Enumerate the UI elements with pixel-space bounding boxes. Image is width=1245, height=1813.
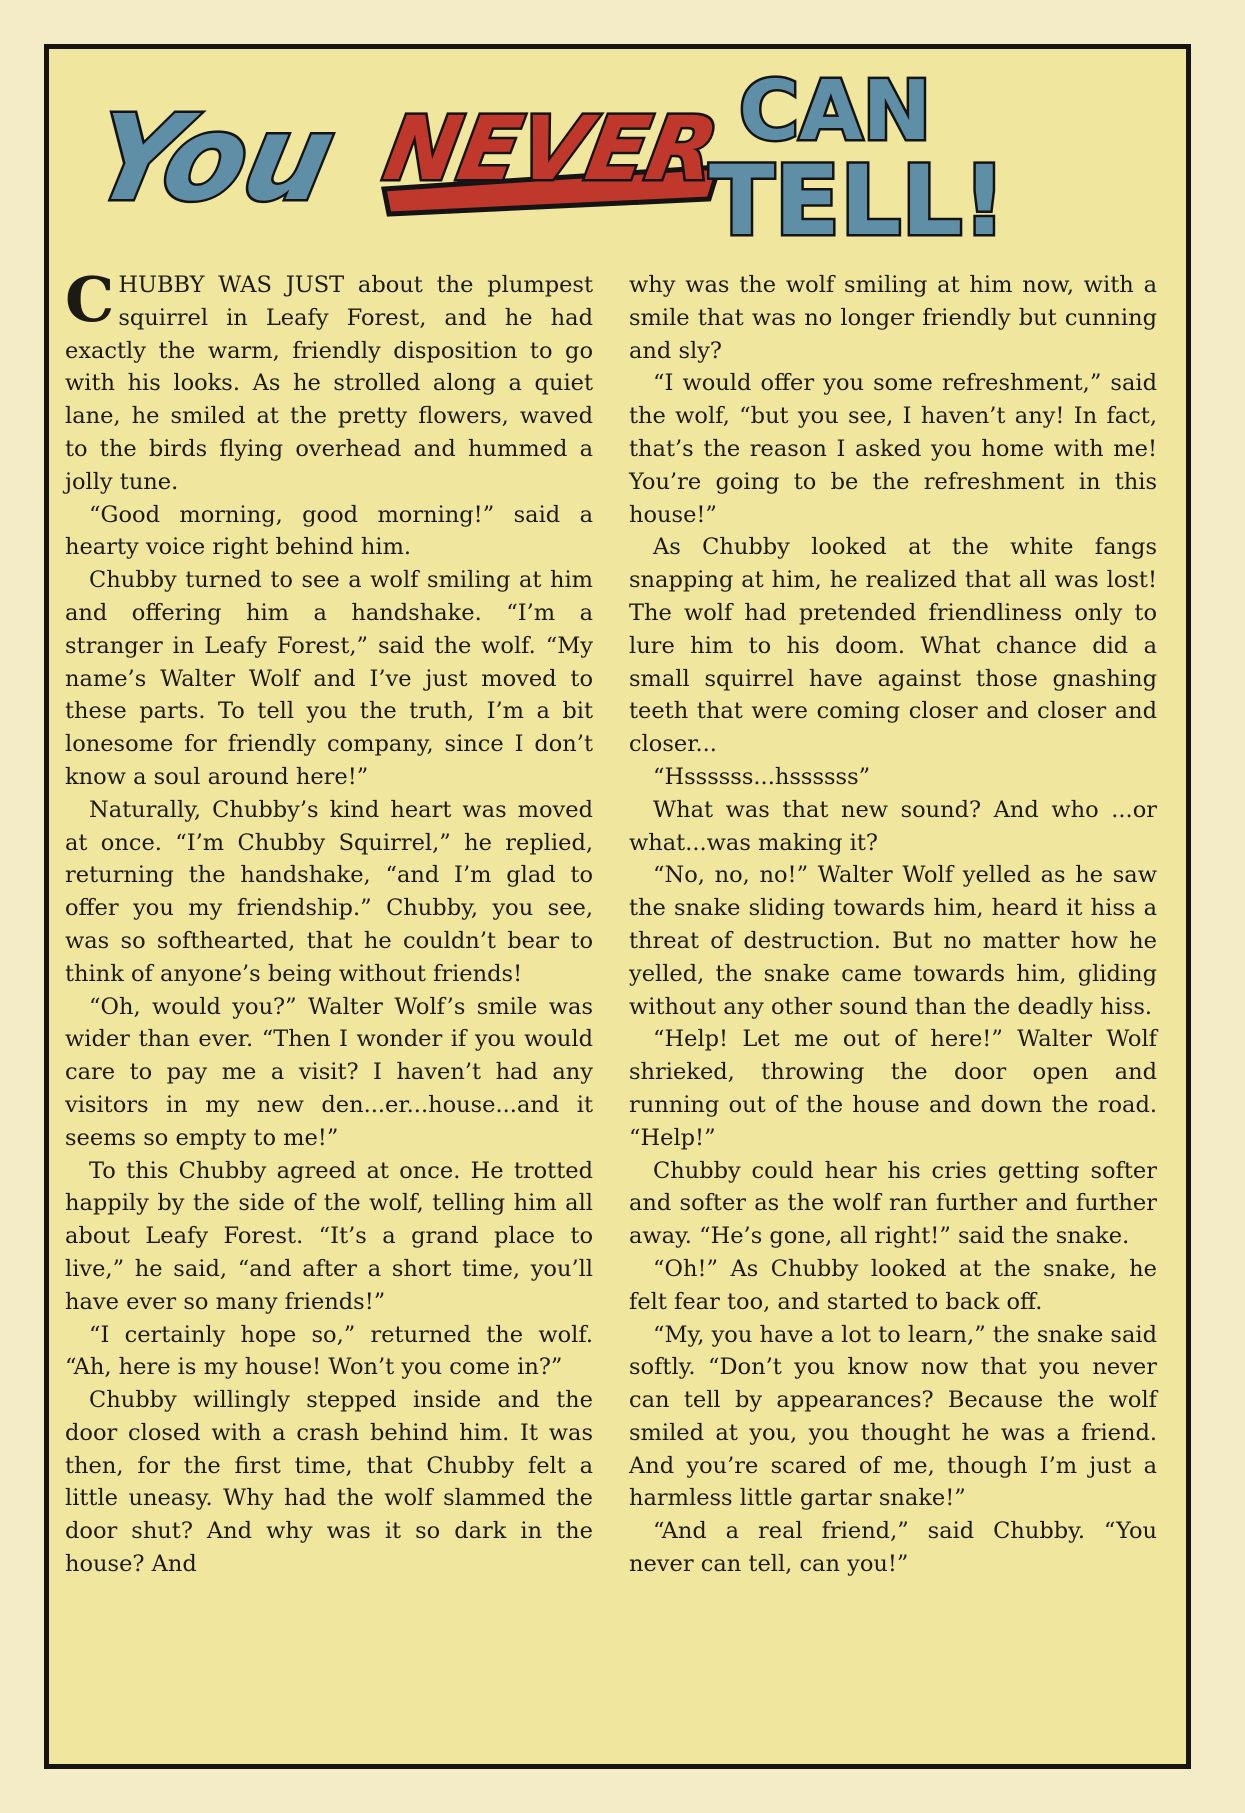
paragraph: Chubby could hear his cries getting softer and softer as the wolf ran further and further away. “He’s gone, all right!” said the snake.	[629, 1157, 1157, 1250]
story-panel	[44, 44, 1191, 1769]
paragraph: “My, you have a lot to learn,” the snake said softly. “Don’t you know now that you never can tell by appearances? Because the wolf smiled at you, you thought he was a friend. And you’re scared of me, though I’m just a harmless little gartar snake!”	[629, 1321, 1157, 1512]
paragraph: “Oh!” As Chubby looked at the snake, he felt fear too, and started to back off.	[629, 1255, 1157, 1315]
paragraph: “I certainly hope so,” returned the wolf. “Ah, here is my house! Won’t you come in?”	[65, 1321, 593, 1381]
paragraph: As Chubby looked at the white fangs snapping at him, he realized that all was lost! The wolf had pretended friendliness only to lure him to his doom. What chance did a small squirrel have against those gnashing teeth that were coming closer and closer and closer...	[629, 534, 1157, 758]
paragraph: “Help! Let me out of here!” Walter Wolf shrieked, throwing the door open and running out of the house and down the road. “Help!”	[629, 1026, 1157, 1151]
story-column-right	[629, 269, 1157, 1581]
paragraph: “Hssssss...hssssss”	[653, 763, 871, 790]
story-column-left	[65, 263, 593, 1581]
paragraph: To this Chubby agreed at once. He trotted happily by the side of the wolf, telling him all about Leafy Forest. “It’s a grand place to live,” he said, “and after a short time, you’ll have ever so many friends!”	[65, 1157, 593, 1315]
paragraph: Chubby willingly stepped inside and the door closed with a crash behind him. It was then, for the first time, that Chubby felt a little uneasy. Why had the wolf slammed the door shut? And why was it so dark in the house? And	[65, 1387, 593, 1578]
paragraph: “No, no, no!” Walter Wolf yelled as he saw the snake sliding towards him, heard it hiss a threat of destruction. But no matter how he yelled, the snake came towards him, gliding without any other sound than the deadly hiss.	[629, 862, 1157, 1020]
title-tell: TELL!	[709, 145, 1007, 257]
paragraph: “Oh, would you?” Walter Wolf’s smile was wider than ever. “Then I wonder if you would care to pay me a visit? I haven’t had any visitors in my new den...er...house...and it seems so empty to me!”	[65, 993, 593, 1151]
paragraph: “Good morning, good morning!” said a hearty voice right behind him.	[65, 501, 593, 561]
paragraph: “And a real friend,” said Chubby. “You never can tell, can you!”	[629, 1518, 1157, 1578]
title-can: CAN	[739, 64, 932, 159]
title-you: You	[99, 90, 346, 228]
paragraph: Naturally, Chubby’s kind heart was moved at once. “I’m Chubby Squirrel,” he replied, returning the handshake, “and I’m glad to offer you my friendship.” Chubby, you see, was so softhearted, that he couldn’t bear to think of anyone’s being without friends!	[65, 796, 593, 987]
story-title	[99, 49, 1139, 264]
paragraph: CHUBBY WAS JUST about the plumpest squirrel in Leafy Forest, and he had exactly the warm, friendly disposition to go with his looks. As he strolled along a quiet lane, he smiled at the pretty flowers, waved to the birds flying overhead and hummed a jolly tune.	[65, 263, 593, 495]
paragraph: “I would offer you some refreshment,” said the wolf, “but you see, I haven’t any! In fact, that’s the reason I asked you home with me! You’re going to be the refreshment in this house!”	[629, 370, 1157, 528]
paragraph: Chubby turned to see a wolf smiling at him and offering him a handshake. “I’m a stranger in Leafy Forest,” said the wolf. “My name’s Walter Wolf and I’ve just moved to these parts. To tell you the truth, I’m a bit lonesome for friendly company, since I don’t know a soul around here!”	[65, 567, 593, 790]
paragraph: What was that new sound? And who ...or what...was making it?	[629, 796, 1157, 856]
paragraph: why was the wolf smiling at him now, with a smile that was no longer friendly but cunning and sly?	[629, 272, 1157, 364]
title-never: NEVER	[377, 97, 726, 200]
